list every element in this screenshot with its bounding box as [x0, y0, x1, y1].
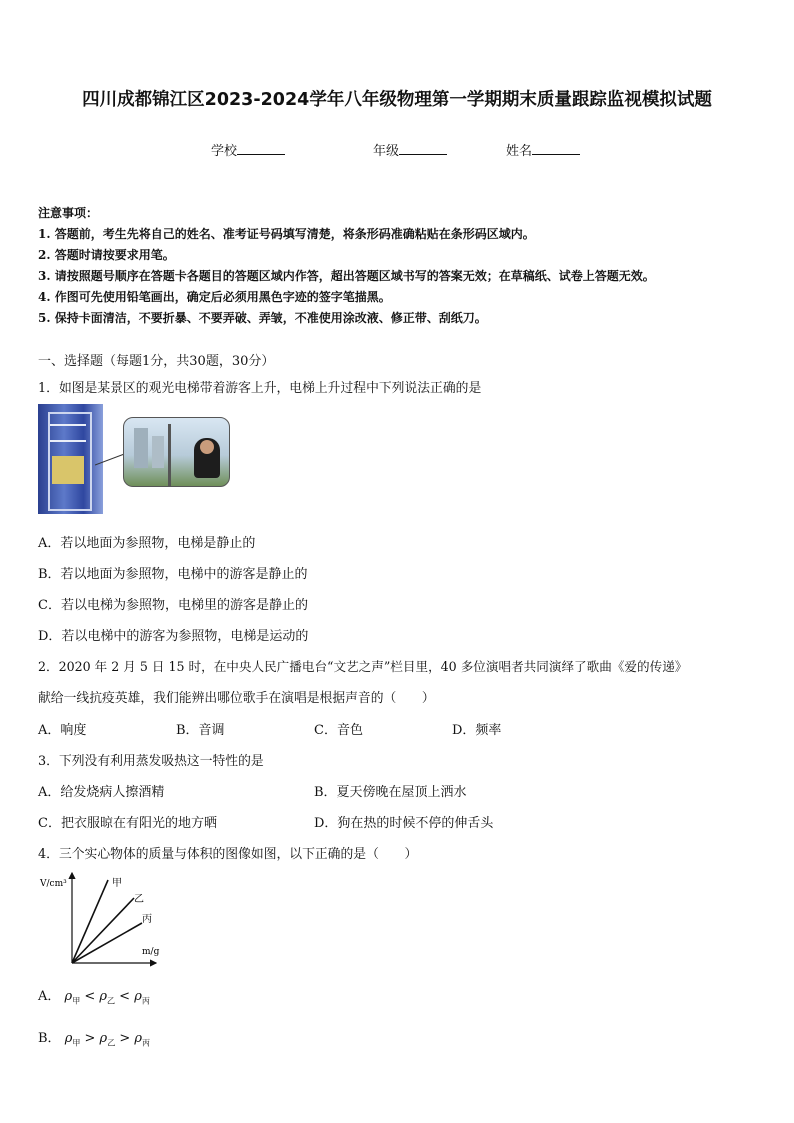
- q3-stem: 3．下列没有利用蒸发吸热这一特性的是: [38, 754, 264, 769]
- school-blank: [237, 142, 285, 155]
- q4-option-a: A． $\rho_甲 < \rho_乙 < \rho_丙$: [38, 989, 150, 1006]
- q3-option-a: A．给发烧病人擦酒精: [38, 785, 165, 800]
- q3-option-c: C．把衣服晾在有阳光的地方晒: [38, 816, 217, 831]
- notice-item: 5. 保持卡面清洁，不要折暴、不要弄破、弄皱，不准使用涂改液、修正带、刮纸刀。: [38, 311, 487, 325]
- q3-option-b: B．夏天傍晚在屋顶上洒水: [314, 785, 467, 800]
- exam-title: 四川成都锦江区2023-2024学年八年级物理第一学期期末质量跟踪监视模拟试题: [82, 90, 712, 110]
- grade-blank: [399, 142, 447, 155]
- notice-item: 3. 请按照题号顺序在答题卡各题目的答题区域内作答，超出答题区域书写的答案无效；在草稿纸、试卷上答题无效。: [38, 269, 655, 283]
- q1-stem: 1．如图是某景区的观光电梯带着游客上升，电梯上升过程中下列说法正确的是: [38, 381, 482, 396]
- q2-stem-line1: 2．2020 年 2 月 5 日 15 时，在中央人民广播电台“文艺之声”栏目里，40 多位演唱者共同演绎了歌曲《爱的传递》: [38, 659, 688, 674]
- grade-field: 年级: [373, 140, 447, 159]
- school-field: 学校: [211, 140, 285, 159]
- notice-item: 4. 作图可先使用铅笔画出，确定后必须用黑色字迹的签字笔描黑。: [38, 290, 391, 304]
- q2-option-c: C．音色: [314, 723, 363, 738]
- q4-option-b: B． $\rho_甲 > \rho_乙 > \rho_丙$: [38, 1031, 151, 1048]
- label-bing: 丙: [142, 914, 152, 925]
- q2-option-d: D．频率: [452, 723, 502, 738]
- x-axis-label: m/g: [142, 947, 160, 957]
- label-yi: 乙: [134, 894, 144, 905]
- q2-option-a: A．响度: [38, 723, 87, 738]
- notice-item: 2. 答题时请按要求用笔。: [38, 248, 175, 262]
- q1-option-b: B．若以地面为参照物，电梯中的游客是静止的: [38, 567, 308, 582]
- label-jia: 甲: [112, 878, 122, 889]
- y-axis-label: V/cm³: [40, 879, 67, 889]
- q4-mass-volume-graph: [38, 868, 163, 973]
- name-field: 姓名: [506, 140, 580, 159]
- line-jia: [72, 880, 108, 963]
- q1-option-a: A．若以地面为参照物，电梯是静止的: [38, 536, 256, 551]
- notice-item: 1. 答题前，考生先将自己的姓名、准考证号码填写清楚，将条形码准确粘贴在条形码区域内。: [38, 227, 535, 241]
- line-bing: [72, 923, 142, 963]
- q1-option-c: C．若以电梯为参照物，电梯里的游客是静止的: [38, 598, 308, 613]
- elevator-interior-photo: [123, 417, 230, 487]
- elevator-photo: [38, 404, 103, 514]
- q2-stem-line2: 献给一线抗疫英雄，我们能辨出哪位歌手在演唱是根据声音的（ ）: [38, 691, 435, 706]
- line-yi: [72, 898, 134, 963]
- q3-option-d: D．狗在热的时候不停的伸舌头: [314, 816, 494, 831]
- notice-heading: 注意事项：: [38, 206, 99, 220]
- name-blank: [532, 142, 580, 155]
- section-heading: 一、选择题（每题1分，共30题，30分）: [38, 354, 275, 369]
- q4-stem: 4．三个实心物体的质量与体积的图像如图，以下正确的是（ ）: [38, 847, 418, 862]
- q1-option-d: D．若以电梯中的游客为参照物，电梯是运动的: [38, 629, 309, 644]
- q2-option-b: B．音调: [176, 723, 225, 738]
